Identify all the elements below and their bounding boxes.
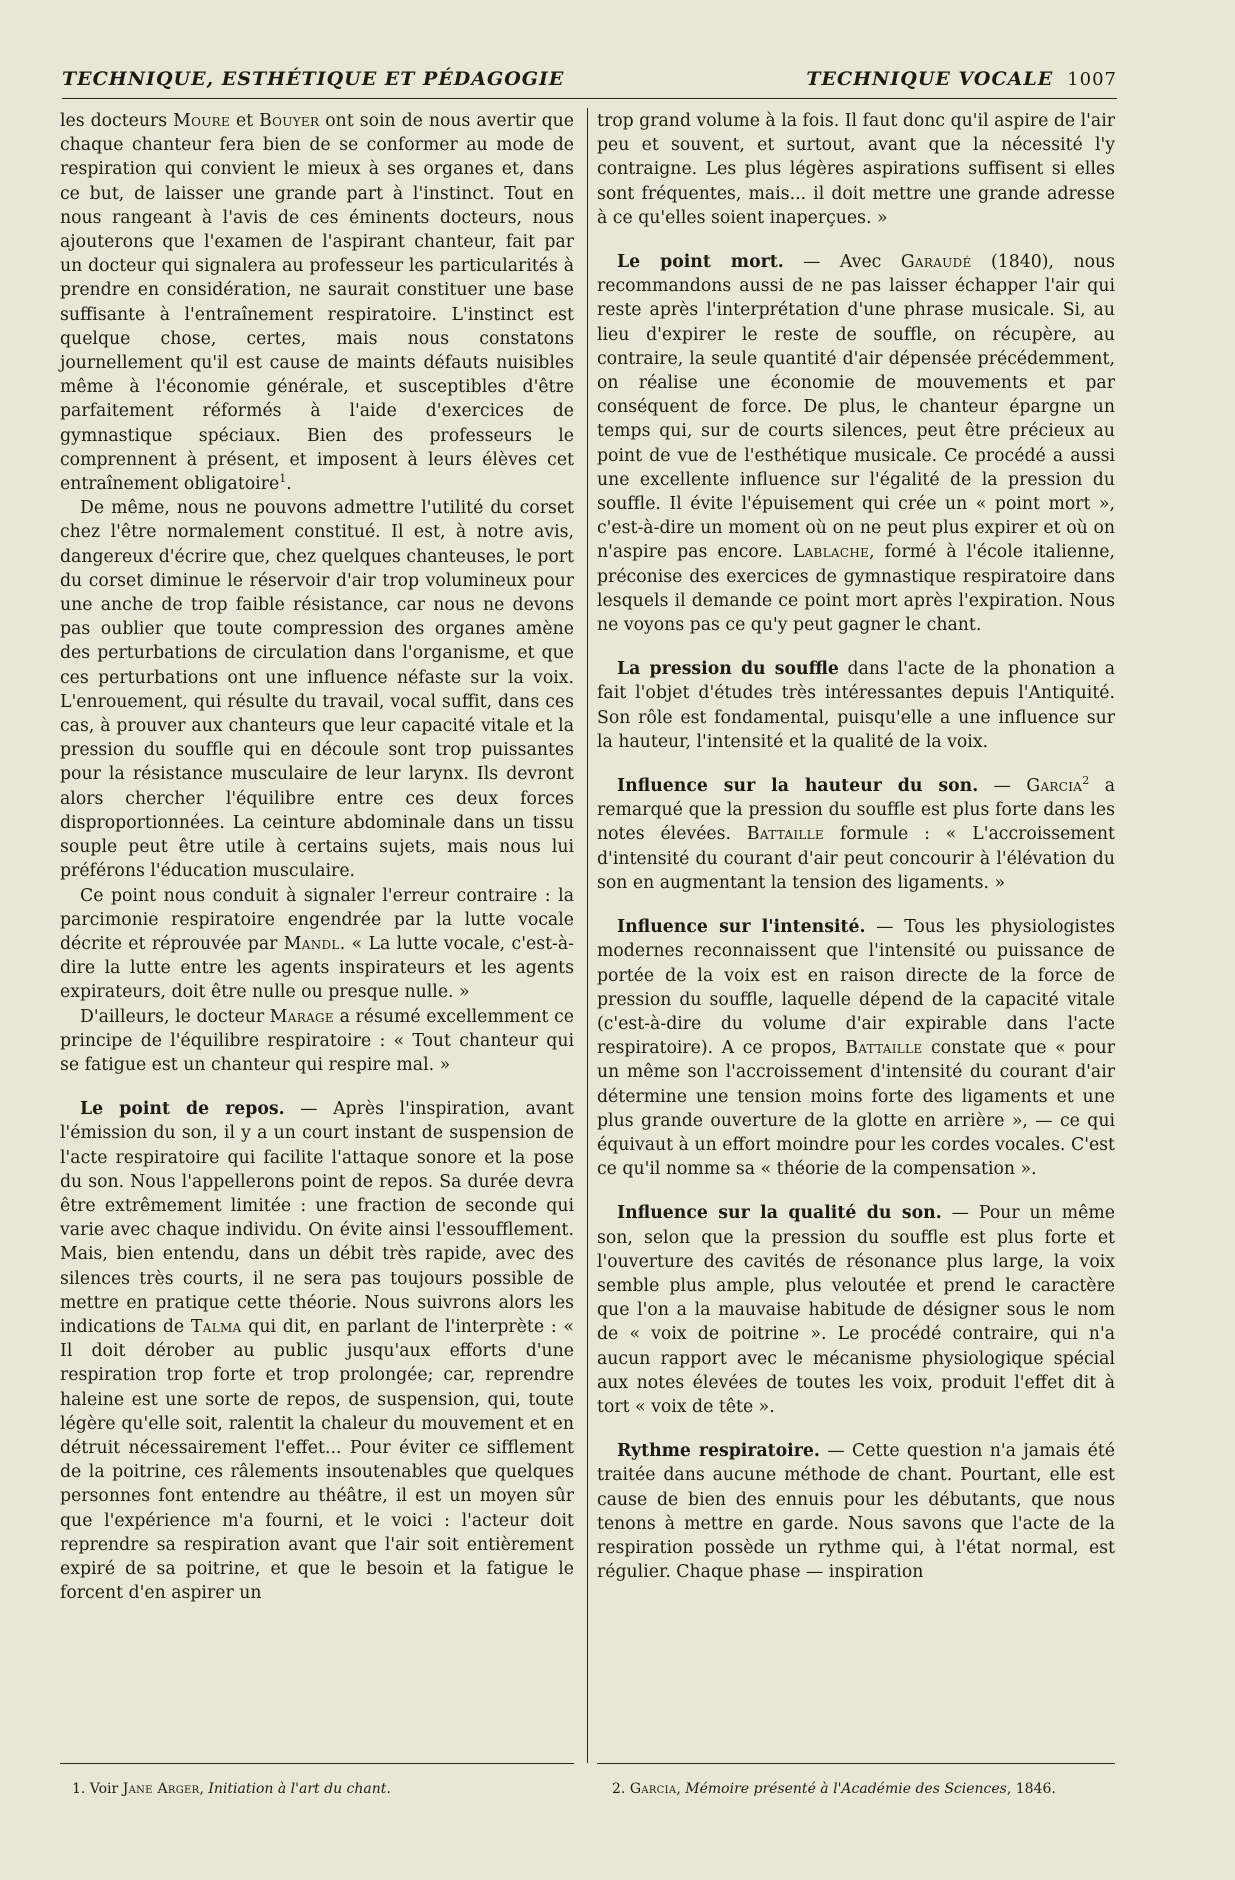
- text: 2.: [612, 1781, 630, 1797]
- paragraph: [60, 109, 574, 496]
- text: — Cette question n'a jamais été traitée dans aucune méthode de chant. Pourtant, elle est cause de bien des ennuis pour les débutants, que nous tenons à mettre en garde. Nous savons que l'acte de la respiration possède un rythme qui, à l'état normal, est régulier. Chaque phase — inspiration: [597, 1441, 1115, 1583]
- text: qui dit, en parlant de l'interprète : « Il doit dérober au public jusqu'aux efforts d'une respiration trop forte et trop prolongée; car, reprendre haleine est une sorte de repos, de suspension, qui, toute légère qu'elle soit, ralentit la chaleur du mouvement et en détruit nécessairement l'effet... Pour éviter ce sifflement de la poitrine, ces râlements insoutenables que quelques personnes font entendre au théâtre, il est un moyen sûr que l'expérience m'a fourni, et le voici : l'acteur doit reprendre sa respiration avant que l'air soit entièrement expiré de sa poitrine, et que le besoin et la fatigue le forcent d'en aspirer un: [60, 1316, 574, 1604]
- author-name: Battaille: [845, 1038, 923, 1059]
- left-column: [60, 109, 574, 1605]
- author-name: Mandl: [283, 933, 340, 954]
- author-name: Bouyer: [259, 111, 320, 131]
- footnote-rule: [60, 1763, 574, 1764]
- paragraph: trop grand volume à la fois. Il faut donc qu'il aspire de l'air peu et souvent, et surtout, avant que la nécessité l'y contraigne. Les plus légères aspirations suffisent si elles sont fréquentes, mais... il doit mettre une grande adresse à ce qu'elles soient inaperçues. »: [597, 111, 1115, 228]
- author-name: Garcia: [1026, 776, 1083, 797]
- text: a résumé excellemment ce principe de l'équilibre respiratoire : « Tout chanteur qui se fatigue est un chanteur qui respire mal. »: [60, 1006, 574, 1075]
- section-paragraph: [597, 657, 1115, 754]
- author-name: Garcia: [629, 1781, 677, 1797]
- text: constate que « pour un même son l'accroissement d'intensité du courant d'air détermine une tension moins forte des ligaments et une plus grande ouverture de la glotte en arrière », — ce qui équivaut à un effort moindre pour les cordes vocales. C'est ce qu'il nomme sa « théorie de la compensation ».: [597, 1038, 1115, 1180]
- footnote-ref: 2: [1082, 774, 1090, 788]
- section-heading: Le point de repos.: [80, 1099, 285, 1120]
- text: — Après l'inspiration, avant l'émission du son, il y a un court instant de suspension de l'acte respiratoire qui facilite l'attaque sonore et la pose du son. Nous l'appellerons point de repos. Sa durée devra être extrêmement limitée : une fraction de seconde qui varie avec chaque individu. On évite ainsi l'essoufflement. Mais, bien entendu, dans un débit très rapide, avec des silences très courts, il ne sera pas toujours possible de mettre en pratique cette théorie. Nous suivrons alors les indications de: [60, 1099, 574, 1337]
- running-header: [62, 68, 1117, 100]
- text: ,: [199, 1781, 209, 1797]
- author-name: Talma: [190, 1316, 242, 1337]
- section-paragraph: [597, 1439, 1115, 1584]
- author-name: Marage: [269, 1006, 334, 1027]
- section-heading: La pression du souffle: [617, 659, 839, 680]
- text: ,: [676, 1781, 686, 1797]
- text: Ce point nous conduit à signaler l'erreur contraire : la parcimonie respiratoire engendrée par la lutte vocale décrite et réprouvée par: [60, 885, 574, 954]
- header-section-title: TECHNIQUE VOCALE: [806, 68, 1054, 90]
- section-heading: Rythme respiratoire.: [617, 1441, 820, 1462]
- text: — Pour un même son, selon que la pression du souffle est plus forte et l'ouverture des cavités de résonance plus large, la voix semble plus ample, plus veloutée et prend le caractère que l'on a la mauvaise habitude de désigner sous le nom de « voix de poitrine ». Le procédé contraire, qui n'a aucun rapport avec le mécanisme physiologique spécial aux notes élevées de toutes les voix, produit l'effet dit à tort « voix de tête ».: [597, 1203, 1115, 1417]
- text: les docteurs: [60, 111, 174, 131]
- author-name: Garaudé: [900, 252, 972, 273]
- text: . « La lutte vocale, c'est-à-dire la lutte entre les agents inspirateurs et les agents expirateurs, doit être nulle ou presque nulle. »: [60, 933, 574, 1003]
- right-column: [597, 109, 1115, 1584]
- text: , 1846.: [1006, 1781, 1056, 1797]
- text: .: [386, 1781, 391, 1797]
- column-divider: [587, 108, 588, 1763]
- section-paragraph: [597, 1201, 1115, 1419]
- book-title: Initiation à l'art du chant: [208, 1781, 387, 1797]
- paragraph: [60, 1005, 574, 1078]
- author-name: Battaille: [746, 824, 824, 845]
- text: 1. Voir: [72, 1781, 123, 1797]
- text: et: [230, 111, 260, 131]
- footnote-rule: [597, 1763, 1115, 1764]
- section-heading: Influence sur la qualité du son.: [617, 1203, 942, 1224]
- paragraph: De même, nous ne pouvons admettre l'utilité du corset chez l'être normalement constitué. Il est, à notre avis, dangereux d'écrire que, chez quelques chanteuses, le port du corset diminue le réservoir d'air trop volumineux pour une anche de trop faible résistance, car nous ne devons pas oublier que toute compression des organes amène des perturbations de circulation dans l'organisme, et que ces perturbations ont une influence néfaste sur la voix. L'enrouement, qui résulte du travail, vocal suffit, dans ces cas, à prouver aux chanteurs que leur capacité vitale et la pression du souffle qui en découle sont trop puissantes pour la résistance musculaire de leur larynx. Ils devront alors chercher l'équilibre entre ces deux forces disproportionnées. La ceinture abdominale dans un tissu souple peut être utile à certains sujets, mais nous lui préférons l'éducation musculaire.: [60, 498, 574, 882]
- text: , formé à l'école italienne, préconise des exercices de gymnastique respiratoire dans lesquels il demande ce point mort après l'expiration. Nous ne voyons pas ce qu'y peut gagner le chant.: [597, 542, 1115, 636]
- header-rule: [62, 98, 1117, 99]
- section-heading: Influence sur l'intensité.: [617, 917, 866, 938]
- header-left-title: TECHNIQUE, ESTHÉTIQUE ET PÉDAGOGIE: [62, 68, 565, 90]
- author-name: Jane Arger: [122, 1781, 200, 1797]
- text: ont soin de nous avertir que chaque chanteur fera bien de se conformer au mode de respiration qui convient le mieux à ses organes et, dans ce but, de laisser une grande part à l'instinct. Tout en nous rangeant à l'avis de ces éminents docteurs, nous ajouterons que l'examen de l'aspirant chanteur, fait par un docteur qui signalera au professeur les particularités à prendre en considération, ne saurait constituer une base suffisante à l'entraînement respiratoire. L'instinct est quelque chose, certes, mais nous constatons journellement qu'il est cause de maints défauts nuisibles même à l'économie générale, et susceptibles d'être parfaitement réformés à l'aide d'exercices de gymnastique spéciaux. Bien des professeurs le comprennent à présent, et imposent à leurs élèves cet entraînement obligatoire: [60, 111, 574, 495]
- text: (1840), nous recommandons aussi de ne pas laisser échapper l'air qui reste après l'interprétation d'une phrase musicale. Si, au lieu d'expirer le reste de souffle, on récupère, au contraire, la seule quantité d'air dépensée précédemment, on réalise une économie de mouvements et par conséquent de force. De plus, le chanteur épargne un temps qui, sur de courts silences, peut être précieux au point de vue de l'esthétique musicale. Ce procédé a aussi une excellente influence sur l'égalité de la pression du souffle. Il évite l'épuisement qui crée un « point mort », c'est-à-dire un moment où on ne peut plus expirer et où on n'aspire pas encore.: [597, 252, 1115, 563]
- page-number: 1007: [1067, 69, 1117, 90]
- author-name: Lablache: [792, 542, 870, 563]
- paragraph: [60, 884, 574, 1005]
- section-paragraph: [597, 915, 1115, 1181]
- text: a remarqué que la pression du souffle est plus forte dans les notes élevées.: [597, 776, 1115, 845]
- section-paragraph: [597, 250, 1115, 637]
- header-right-title: [806, 68, 1117, 90]
- footnote-2: [612, 1780, 1112, 1798]
- text: D'ailleurs, le docteur: [80, 1006, 270, 1027]
- footnote-ref: 1: [279, 472, 287, 486]
- author-name: Moure: [173, 111, 231, 131]
- section-paragraph: [597, 774, 1115, 895]
- section-heading: Influence sur la hauteur du son.: [617, 776, 979, 797]
- footnote-1: [72, 1780, 572, 1798]
- text: dans l'acte de la phonation a fait l'objet d'études très intéressantes depuis l'Antiquité. Son rôle est fondamental, puisqu'elle a une influence sur la hauteur, l'intensité et la qualité de la voix.: [597, 659, 1115, 752]
- text: —: [978, 776, 1027, 797]
- section-heading: Le point mort.: [617, 252, 784, 273]
- text: .: [286, 474, 292, 495]
- book-title: Mémoire présenté à l'Académie des Sciences: [685, 1781, 1007, 1797]
- text: — Tous les physiologistes modernes reconnaissent que l'intensité ou puissance de portée de la voix est en raison directe de la force de pression du souffle, laquelle dépend de la capacité vitale (c'est-à-dire du volume d'air expirable dans l'acte respiratoire). A ce propos,: [597, 917, 1115, 1059]
- section-paragraph: [60, 1097, 574, 1605]
- text: formule : « L'accroissement d'intensité du courant d'air peut concourir à l'élévation du son en augmentant la tension des ligaments. »: [597, 824, 1115, 893]
- text: — Avec: [783, 252, 901, 273]
